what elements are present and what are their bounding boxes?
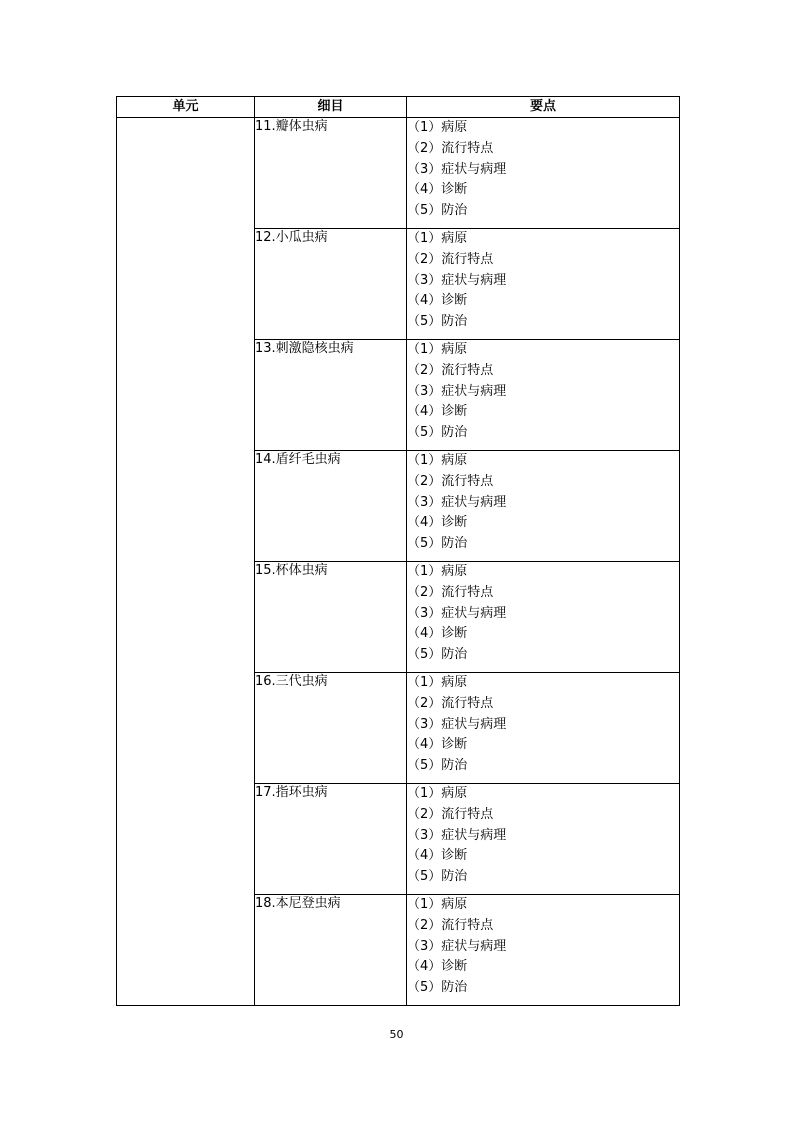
item-cell: 15.杯体虫病 — [255, 562, 407, 673]
points-list — [407, 784, 679, 888]
points-cell — [407, 340, 680, 451]
point-item: （5）防治 — [407, 980, 468, 996]
points-cell — [407, 895, 680, 1006]
point-item: （3）症状与病理 — [407, 827, 507, 843]
point-item: （1）病原 — [407, 675, 468, 690]
table-body — [117, 118, 680, 1006]
item-cell: 11.瓣体虫病 — [255, 118, 407, 229]
item-cell: 12.小瓜虫病 — [255, 229, 407, 340]
point-item: （2）流行特点 — [407, 140, 494, 156]
table-row — [117, 118, 680, 229]
header-unit: 单元 — [117, 97, 255, 118]
point-item: （4）诊断 — [407, 182, 468, 198]
point-item: （2）流行特点 — [407, 251, 494, 267]
header-item: 细目 — [255, 97, 407, 118]
points-list — [407, 895, 679, 999]
point-item: （3）症状与病理 — [407, 938, 507, 954]
point-item: （4）诊断 — [407, 404, 468, 420]
point-item: （3）症状与病理 — [407, 494, 507, 510]
point-item: （1）病原 — [407, 786, 468, 801]
points-cell — [407, 562, 680, 673]
point-item: （5）防治 — [407, 869, 468, 885]
point-item: （4）诊断 — [407, 515, 468, 531]
point-item: （4）诊断 — [407, 737, 468, 753]
point-item: （2）流行特点 — [407, 695, 494, 711]
syllabus-table — [116, 96, 680, 1006]
point-item: （3）症状与病理 — [407, 716, 507, 732]
point-item: （3）症状与病理 — [407, 605, 507, 621]
points-list — [407, 229, 679, 333]
table-header — [117, 97, 680, 118]
point-item: （2）流行特点 — [407, 362, 494, 378]
point-item: （4）诊断 — [407, 626, 468, 642]
points-cell — [407, 118, 680, 229]
points-list — [407, 562, 679, 666]
point-item: （2）流行特点 — [407, 584, 494, 600]
point-item: （2）流行特点 — [407, 473, 494, 489]
points-cell — [407, 784, 680, 895]
point-item: （2）流行特点 — [407, 806, 494, 822]
point-item: （4）诊断 — [407, 293, 468, 309]
points-list — [407, 340, 679, 444]
point-item: （3）症状与病理 — [407, 161, 507, 177]
point-item: （3）症状与病理 — [407, 383, 507, 399]
point-item: （1）病原 — [407, 897, 468, 912]
page-number: 50 — [389, 1028, 404, 1041]
point-item: （4）诊断 — [407, 959, 468, 975]
point-item: （5）防治 — [407, 758, 468, 774]
unit-cell — [117, 118, 255, 1006]
points-cell — [407, 451, 680, 562]
points-list — [407, 118, 679, 222]
item-cell: 17.指环虫病 — [255, 784, 407, 895]
point-item: （3）症状与病理 — [407, 272, 507, 288]
points-cell — [407, 229, 680, 340]
point-item: （5）防治 — [407, 425, 468, 441]
point-item: （1）病原 — [407, 120, 468, 135]
item-cell: 18.本尼登虫病 — [255, 895, 407, 1006]
point-item: （5）防治 — [407, 647, 468, 663]
point-item: （1）病原 — [407, 453, 468, 468]
point-item: （1）病原 — [407, 564, 468, 579]
item-cell: 16.三代虫病 — [255, 673, 407, 784]
point-item: （5）防治 — [407, 203, 468, 219]
points-list — [407, 451, 679, 555]
point-item: （1）病原 — [407, 342, 468, 357]
points-cell — [407, 673, 680, 784]
point-item: （1）病原 — [407, 231, 468, 246]
item-cell: 13.刺激隐核虫病 — [255, 340, 407, 451]
header-points: 要点 — [407, 97, 680, 118]
item-cell: 14.盾纤毛虫病 — [255, 451, 407, 562]
point-item: （2）流行特点 — [407, 917, 494, 933]
header-row — [117, 97, 680, 118]
point-item: （5）防治 — [407, 314, 468, 330]
points-list — [407, 673, 679, 777]
point-item: （5）防治 — [407, 536, 468, 552]
point-item: （4）诊断 — [407, 848, 468, 864]
